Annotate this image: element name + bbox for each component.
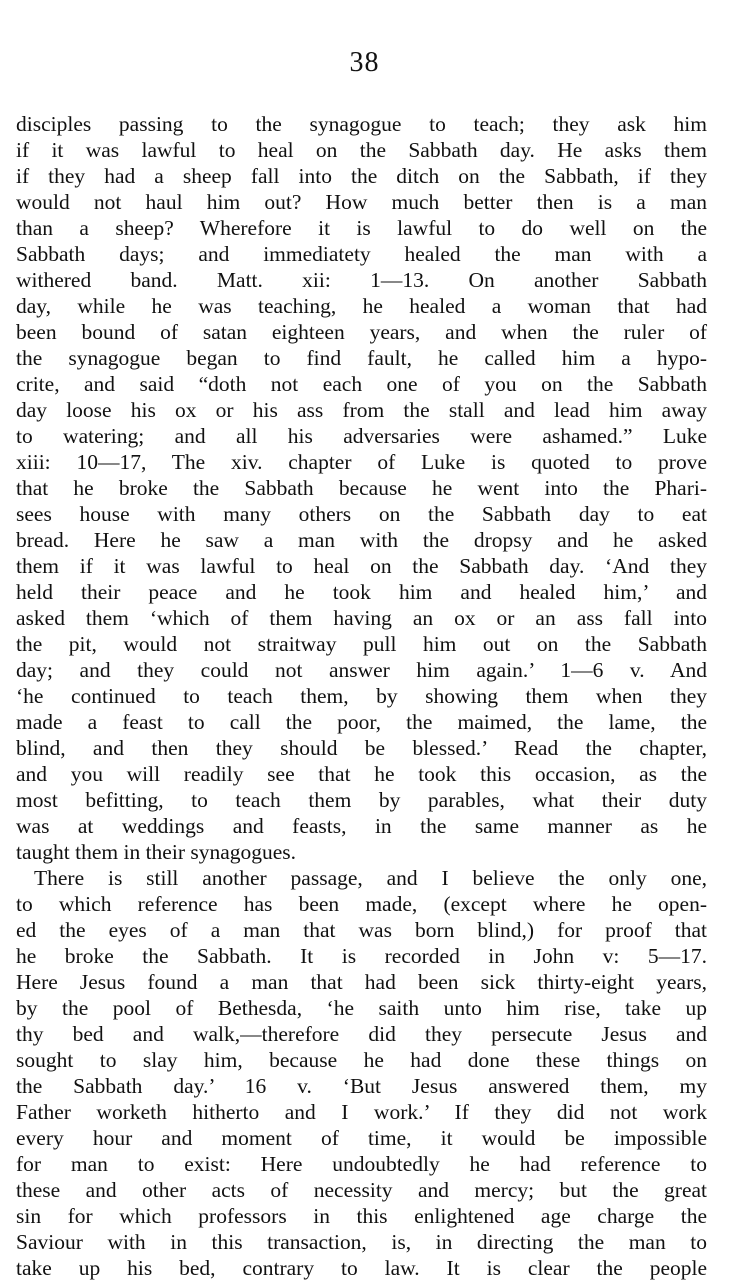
text-line: taught them in their synagogues. [16, 840, 297, 864]
text-line: withered band. Matt. xii: 1—13. On another Sabbath [16, 268, 707, 292]
text-line: been bound of satan eighteen years, and when the ruler of [16, 320, 707, 344]
text-line: thy bed and walk,—therefore did they persecute Jesus and [16, 1022, 707, 1046]
text-line: these and other acts of necessity and mercy; but the great [16, 1178, 707, 1202]
text-line: by the pool of Bethesda, ‘he saith unto him rise, take up [16, 996, 707, 1020]
text-line: day, while he was teaching, he healed a woman that had [16, 294, 707, 318]
text-line: There is still another passage, and I believe the only one, [34, 866, 707, 890]
text-line: Sabbath days; and immediatety healed the man with a [16, 242, 707, 266]
text-line: most befitting, to teach them by parables, what their duty [16, 788, 707, 812]
text-line: ‘he continued to teach them, by showing them when they [16, 684, 707, 708]
text-line: to which reference has been made, (except where he open- [16, 892, 707, 916]
text-line: ed the eyes of a man that was born blind,) for proof that [16, 918, 707, 942]
text-line: asked them ‘which of them having an ox or an ass fall into [16, 606, 707, 630]
text-line: was at weddings and feasts, in the same manner as he [16, 814, 707, 838]
text-line: take up his bed, contrary to law. It is clear the people [16, 1256, 707, 1280]
text-line: would not haul him out? How much better then is a man [16, 190, 707, 214]
text-line: every hour and moment of time, it would be impossible [16, 1126, 707, 1150]
text-line: Here Jesus found a man that had been sick thirty-eight years, [16, 970, 707, 994]
text-line: sin for which professors in this enlightened age charge the [16, 1204, 707, 1228]
text-line: blind, and then they should be blessed.’ Read the chapter, [16, 736, 707, 760]
text-line: he broke the Sabbath. It is recorded in John v: 5—17. [16, 944, 707, 968]
page-number: 38 [349, 47, 380, 78]
text-line: than a sheep? Wherefore it is lawful to do well on the [16, 216, 707, 240]
text-line: crite, and said “doth not each one of you on the Sabbath [16, 372, 707, 396]
text-line: xiii: 10—17, The xiv. chapter of Luke is quoted to prove [16, 450, 707, 474]
paragraph-1 [16, 111, 707, 865]
text-line: bread. Here he saw a man with the dropsy and he asked [16, 528, 707, 552]
text-line: if they had a sheep fall into the ditch on the Sabbath, if they [16, 164, 707, 188]
text-line: sees house with many others on the Sabbath day to eat [16, 502, 707, 526]
text-line: held their peace and he took him and healed him,’ and [16, 580, 707, 604]
text-line: the pit, would not straitway pull him out on the Sabbath [16, 632, 707, 656]
paragraph-2 [16, 865, 707, 1281]
text-line: disciples passing to the synagogue to teach; they ask him [16, 112, 707, 136]
text-line: Saviour with in this transaction, is, in directing the man to [16, 1230, 707, 1254]
text-line: the synagogue began to find fault, he called him a hypo- [16, 346, 707, 370]
body-text [16, 111, 707, 1281]
text-line: day loose his ox or his ass from the stall and lead him away [16, 398, 707, 422]
text-line: them if it was lawful to heal on the Sabbath day. ‘And they [16, 554, 707, 578]
text-line: that he broke the Sabbath because he went into the Phari- [16, 476, 707, 500]
text-line: to watering; and all his adversaries were ashamed.” Luke [16, 424, 707, 448]
text-line: sought to slay him, because he had done these things on [16, 1048, 707, 1072]
text-line: day; and they could not answer him again.’ 1—6 v. And [16, 658, 707, 682]
text-line: the Sabbath day.’ 16 v. ‘But Jesus answered them, my [16, 1074, 707, 1098]
text-line: Father worketh hitherto and I work.’ If they did not work [16, 1100, 707, 1124]
text-line: for man to exist: Here undoubtedly he had reference to [16, 1152, 707, 1176]
text-line: if it was lawful to heal on the Sabbath day. He asks them [16, 138, 707, 162]
text-line: made a feast to call the poor, the maimed, the lame, the [16, 710, 707, 734]
text-line: and you will readily see that he took this occasion, as the [16, 762, 707, 786]
